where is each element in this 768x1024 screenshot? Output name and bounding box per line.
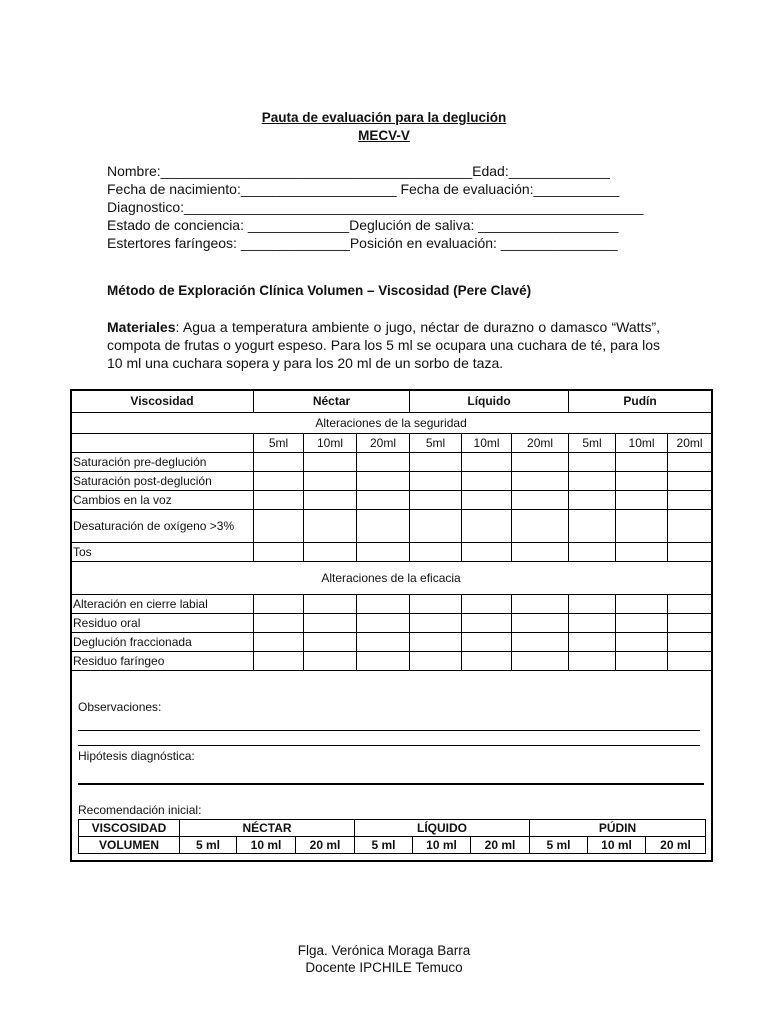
rec-header-viscosidad: VISCOSIDAD: [79, 820, 180, 837]
form-line-consciousness[interactable]: Estado de conciencia: _____________Deglución de saliva: __________________: [107, 217, 619, 233]
table-row: [71, 633, 712, 652]
materials-label: Materiales: [107, 319, 176, 335]
rec-volume-option[interactable]: 20 ml: [296, 837, 355, 854]
rec-volume-option[interactable]: 20 ml: [471, 837, 530, 854]
observaciones-line[interactable]: [78, 745, 700, 746]
header-pudin: Pudín: [569, 390, 712, 413]
volume-label: 10ml: [616, 434, 668, 453]
header-nectar: Néctar: [254, 390, 410, 413]
form-line-name[interactable]: Nombre:________________________________________Edad:_____________: [107, 163, 610, 179]
volume-label: 10ml: [304, 434, 357, 453]
recommendation-header-row: [79, 820, 706, 837]
table-row: [71, 595, 712, 614]
volume-label: 10ml: [462, 434, 512, 453]
rec-header-nectar: NÉCTAR: [180, 820, 355, 837]
rec-volume-label: VOLUMEN: [79, 837, 180, 854]
volume-row: [71, 434, 712, 453]
row-label: Residuo oral: [71, 614, 254, 633]
rec-volume-option[interactable]: 5 ml: [530, 837, 588, 854]
volume-label: 20ml: [668, 434, 712, 453]
rec-volume-option[interactable]: 20 ml: [646, 837, 706, 854]
volume-label: 5ml: [254, 434, 304, 453]
form-line-diagnosis[interactable]: Diagnostico:___________________________________________________________: [107, 199, 644, 215]
rec-volume-option[interactable]: 10 ml: [588, 837, 646, 854]
row-label: Alteración en cierre labial: [71, 595, 254, 614]
header-viscosidad: Viscosidad: [71, 390, 254, 413]
table-row: [71, 614, 712, 633]
row-label: Saturación post-deglución: [71, 472, 254, 491]
section-security-row: [71, 413, 712, 434]
row-label: Tos: [71, 543, 254, 562]
rec-volume-option[interactable]: 5 ml: [180, 837, 237, 854]
recomendacion-label: Recomendación inicial:: [78, 803, 202, 817]
hipotesis-line[interactable]: [78, 783, 704, 785]
materials-text: : Agua a temperatura ambiente o jugo, néctar de durazno o damasco “Watts”, compota de frutas o yogurt espeso. Para los 5 ml se ocupara una cuchara de té, para los 10 ml una cuchara sopera y para los 20 ml de un sorbo de taza.: [107, 319, 660, 371]
table-row: [71, 652, 712, 671]
patient-form: [107, 162, 667, 252]
table-row: [71, 543, 712, 562]
volume-label: 5ml: [410, 434, 462, 453]
rec-header-pudin: PÚDIN: [530, 820, 706, 837]
volume-label: 20ml: [357, 434, 410, 453]
rec-volume-option[interactable]: 10 ml: [237, 837, 296, 854]
volume-label: 5ml: [569, 434, 616, 453]
header-liquido: Líquido: [410, 390, 569, 413]
table-header-row: [71, 390, 712, 413]
footer-institution: Docente IPCHILE Temuco: [305, 960, 463, 975]
observaciones-line[interactable]: [78, 730, 700, 731]
form-line-birthdate[interactable]: Fecha de nacimiento:____________________ Fecha de evaluación:___________: [107, 181, 620, 197]
section-security-label: Alteraciones de la seguridad: [71, 413, 712, 434]
row-label: Cambios en la voz: [71, 491, 254, 510]
row-label: Residuo faríngeo: [71, 652, 254, 671]
hipotesis-label: Hipótesis diagnóstica:: [78, 749, 195, 763]
recommendation-table: [78, 819, 706, 854]
table-row: [71, 491, 712, 510]
rec-header-liquido: LÍQUIDO: [355, 820, 530, 837]
rec-volume-option[interactable]: 5 ml: [355, 837, 413, 854]
recommendation-volume-row: [79, 837, 706, 854]
volume-label: 20ml: [512, 434, 569, 453]
section-efficacy-label: Alteraciones de la eficacia: [71, 562, 712, 595]
materials-paragraph: [107, 318, 660, 372]
footer-author: Flga. Verónica Moraga Barra: [297, 943, 471, 958]
table-row: [71, 510, 712, 543]
rec-volume-option[interactable]: 10 ml: [413, 837, 471, 854]
evaluation-table: [70, 389, 712, 671]
table-row: [71, 453, 712, 472]
observaciones-label: Observaciones:: [78, 700, 162, 714]
form-line-stertors[interactable]: Estertores faríngeos: ______________Posición en evaluación: _______________: [107, 235, 618, 251]
row-label: Saturación pre-deglución: [71, 453, 254, 472]
row-label: Deglución fraccionada: [71, 633, 254, 652]
section-efficacy-row: [71, 562, 712, 595]
document-subtitle: MECV-V: [358, 128, 410, 143]
table-row: [71, 472, 712, 491]
document-title: Pauta de evaluación para la deglución: [261, 110, 507, 125]
method-title: Método de Exploración Clínica Volumen – Viscosidad (Pere Clavé): [107, 283, 532, 298]
row-label: Desaturación de oxígeno >3%: [71, 510, 254, 543]
